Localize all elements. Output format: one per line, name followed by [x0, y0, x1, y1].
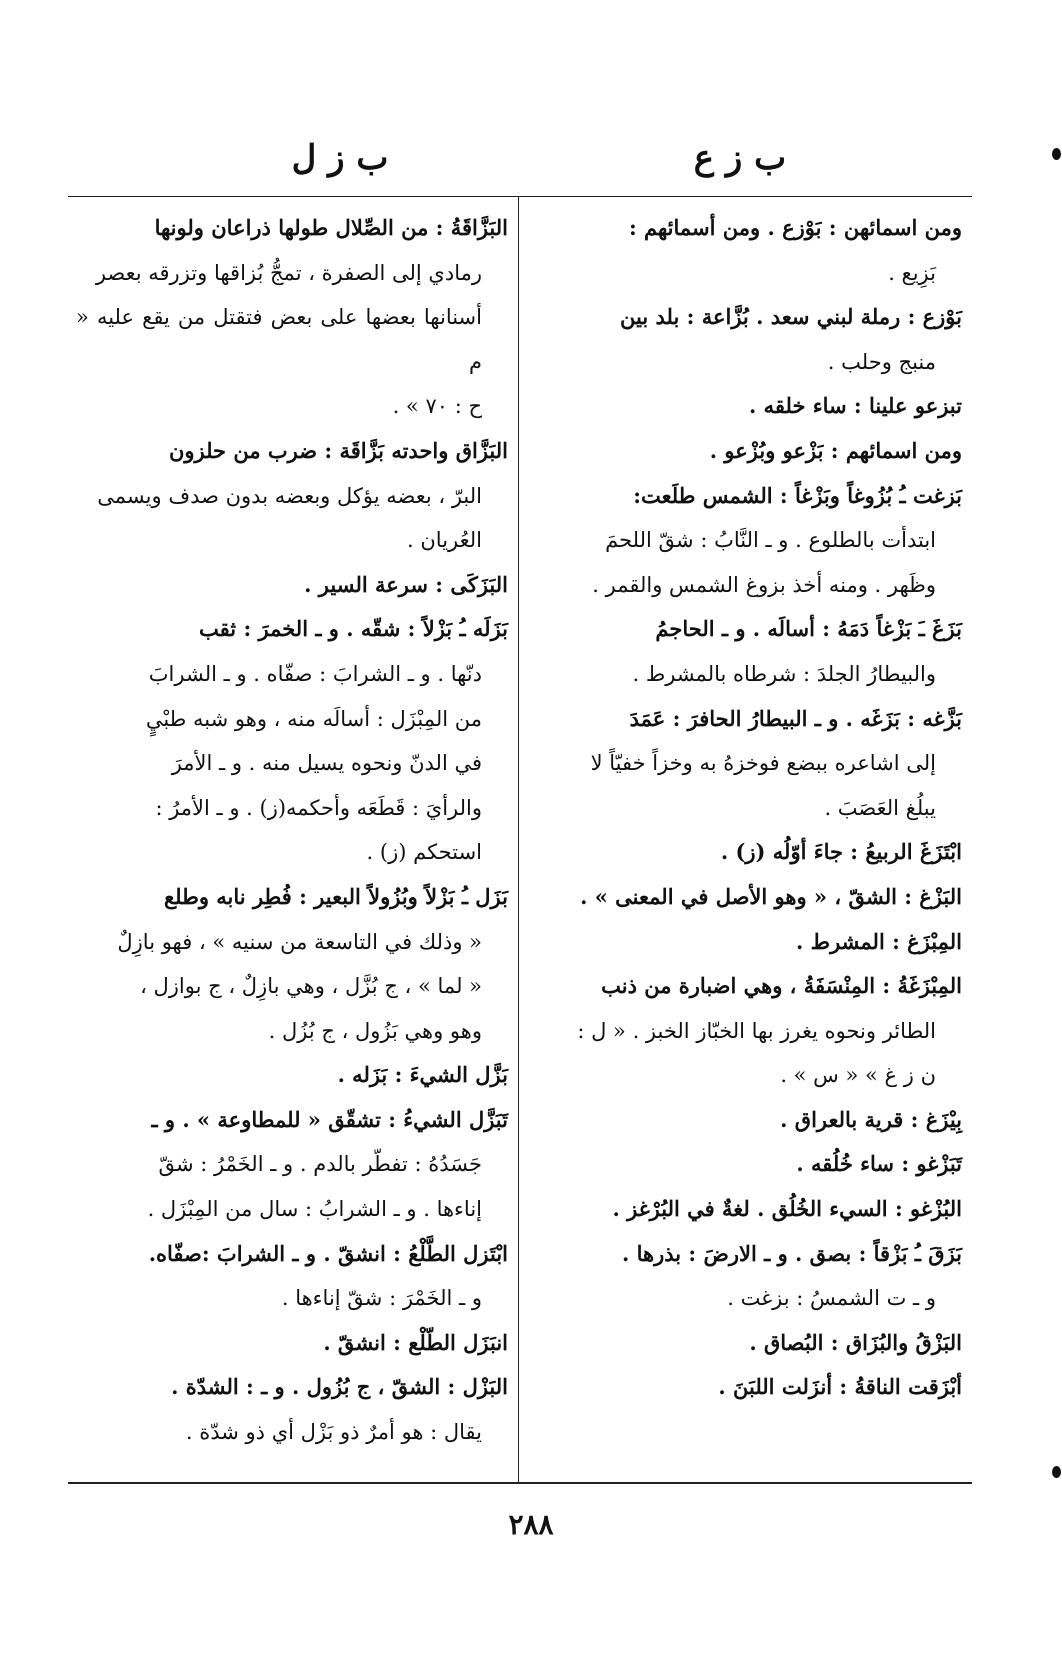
entry-continuation: أسنانها بعضها على بعض فتقتل من يقع عليه « م [76, 305, 482, 374]
top-rule [68, 196, 972, 197]
entry-continuation: ح : ٧٠ » . [392, 394, 482, 419]
entry-headline: بَزَقَ ـُ بَزْقاً : بصق . و ـ الارضَ : بذرها . [622, 1240, 962, 1266]
entry-continuation: في الدنّ ونحوه يسيل منه . و ـ الأمرَ [171, 751, 482, 776]
entry-headline: ابْتَزَغَ الربيعُ : جاءَ أوّلُه (ز) . [720, 839, 962, 865]
entry-headline: بَزغت ـُ بُزُوغاً وبَزْغاً : الشمس طلَعت: [633, 482, 962, 508]
entry-headline: المِبْزَغ : المشرط . [796, 928, 962, 954]
entry-continuation: منبج وحلب . [827, 349, 936, 374]
dictionary-entry [530, 1321, 962, 1366]
dictionary-entry [530, 1232, 962, 1321]
dictionary-entry [76, 429, 508, 563]
entry-continuation: بَزِيع . [888, 260, 936, 285]
entry-continuation: « لما » ، ج بُزَّل ، وهي بازِلٌ ، ج بوازل ، [140, 974, 482, 999]
dictionary-entry [530, 1142, 962, 1187]
entry-headline: البَزَكَى : سرعة السير . [304, 571, 508, 597]
entry-headline: بَزَغَ ـَ بَزْغاً دَمَهُ : أسالَه . و ـ الحاجمُ [655, 616, 962, 642]
entry-continuation: ن ز غ » « س » . [780, 1063, 936, 1088]
dictionary-entry [530, 607, 962, 696]
dictionary-entry [530, 474, 962, 608]
dictionary-entry [530, 1187, 962, 1232]
entry-headline: تَبَزْغو : ساء خُلُقه . [796, 1151, 962, 1177]
entry-continuation: استحكم (ز) . [366, 840, 482, 865]
entry-headline: بِيْزَغ : قرية بالعراق . [780, 1106, 962, 1132]
column-divider [518, 196, 519, 1482]
entry-continuation: رمادي إلى الصفرة ، تمجُّ بُزاقها وتزرقه بعصر [95, 260, 482, 285]
dictionary-entry [530, 830, 962, 875]
entry-continuation: الطائر ونحوه يغرز بها الخبّاز الخبز . « ل : [577, 1018, 936, 1043]
dictionary-entry [530, 295, 962, 384]
entry-headline: ومن اسمائهن : بَوْزع . ومن أسمائهم : [628, 215, 962, 240]
entry-continuation: إناءها . و ـ الشرابُ : سال من المِبْزَل . [147, 1197, 482, 1222]
entry-continuation: جَسَدُهُ : تفطّر بالدم . و ـ الخَمْرُ : شقّ [158, 1152, 482, 1177]
dictionary-entry [76, 1053, 508, 1098]
dictionary-entry [530, 697, 962, 831]
entry-headline: بَزَّل الشيءَ : بَزَله . [337, 1062, 508, 1088]
page-number: ٢٨٨ [508, 1508, 554, 1541]
right-column [530, 206, 962, 1476]
dictionary-entry [76, 563, 508, 608]
entry-continuation: إلى اشاعره ببضع فوخزهُ به وخزاً خفيّاً لا [590, 751, 936, 776]
entry-headline: البُزْغو : السيء الخُلُق . لغةٌ في البُرْغز . [612, 1196, 962, 1222]
dictionary-entry [76, 875, 508, 1053]
entry-continuation: وظَهر . ومنه أخذ بزوغ الشمس والقمر . [592, 572, 936, 597]
entry-continuation: والبيطارُ الجلدَ : شرطاه بالمشرط . [632, 661, 936, 686]
dictionary-entry [76, 1232, 508, 1321]
dictionary-entry [530, 1098, 962, 1143]
dictionary-entry [530, 429, 962, 474]
dictionary-entry [530, 384, 962, 429]
entry-headline: البَزَّاق واحدته بَزَّاقَة : ضرب من حلزون [168, 437, 508, 463]
entry-continuation: العُريان . [407, 528, 482, 553]
entry-continuation: والرأيَ : قَطَعَه وأحكمه(ز) . و ـ الأمرُ : [155, 795, 482, 820]
entry-headline: أبْزَقت الناقةُ : أنزَلت اللبَنَ . [718, 1374, 962, 1400]
dictionary-entry [76, 1365, 508, 1454]
entry-headline: بَزَلَه ـُ بَزْلاً : شقّه . و ـ الخمرَ : ثقب [199, 616, 508, 642]
entry-continuation: البرّ ، بعضه يؤكل وبعضه بدون صدف ويسمى [97, 483, 482, 508]
entry-headline: تَبَزَّل الشيءُ : تشقّق « للمطاوعة » . و ـ [151, 1106, 508, 1132]
bottom-rule [68, 1482, 972, 1484]
entry-continuation: يبلُغ العَصَبَ . [824, 795, 936, 820]
edge-mark-top [1052, 148, 1061, 160]
entry-continuation: يقال : هو أمرٌ ذو بَزْل أي ذو شدّة . [185, 1420, 482, 1445]
dictionary-entry [530, 964, 962, 1098]
entry-headline: بَزَّغه : بَزَغَه . و ـ البيطارُ الحافرَ : عَمَدَ [629, 705, 962, 731]
dictionary-entry [530, 1365, 962, 1410]
dictionary-entry [530, 206, 962, 295]
dictionary-entry [76, 1098, 508, 1232]
dictionary-entry [530, 920, 962, 965]
entry-headline: بَزَل ـُ بَزْلاً وبُزُولاً البعير : فُطِر نابه وطلع [164, 883, 508, 909]
header-root-left: ب ز ل [291, 138, 389, 178]
entry-headline: المِبْزَغَةُ : المِنْسَفَةُ ، وهي اضبارة من ذنب [601, 973, 962, 999]
dictionary-entry [76, 206, 508, 429]
entry-headline: تبزعو علينا : ساء خلقه . [748, 393, 962, 419]
entry-continuation: و ـ الخَمْرَ : شقّ إناءها . [281, 1286, 482, 1311]
dictionary-entry [76, 607, 508, 875]
entry-continuation: و ـ ت الشمسُ : بزغت . [727, 1286, 936, 1311]
entry-headline: بَوْزع : رملة لبني سعد . بُزَّاعة : بلد بين [620, 304, 962, 330]
entry-headline: انبَزَل الطّلْع : انشقّ . [323, 1329, 508, 1355]
entry-headline: ومن اسمائهم : بَزْعو وبُزْعو . [709, 437, 962, 463]
entry-continuation: من المِبْزَل : أسالَه منه ، وهو شبه طبْيٍ [145, 706, 482, 731]
entry-headline: البَزْقُ والبُزَاق : البُصاق . [749, 1329, 962, 1355]
entry-headline: ابْتَزل الطَّلْعُ : انشقّ . و ـ الشرابَ :صفّاه. [148, 1240, 508, 1266]
dictionary-entry [530, 875, 962, 920]
entry-continuation: وهو وهي بَزُول ، ج بُزُل . [268, 1018, 482, 1043]
entry-continuation: دنّها . و ـ الشرابَ : صفّاه . و ـ الشرابَ [148, 661, 482, 686]
entry-headline: البَزْل : الشقّ ، ج بُزُول . و ـ : الشدّة . [171, 1374, 508, 1400]
entry-headline: البَزْغ : الشقّ ، « وهو الأصل في المعنى » . [580, 883, 962, 909]
edge-mark-bottom [1052, 1466, 1061, 1478]
entry-headline: البَزَّاقَةُ : من الصِّلال طولها ذراعان ولونها [154, 215, 508, 240]
entry-continuation: « وذلك في التاسعة من سنيه » ، فهو بازِلٌ [117, 929, 482, 954]
header-root-right: ب ز ع [693, 138, 787, 178]
left-column [76, 206, 508, 1476]
dictionary-entry [76, 1321, 508, 1366]
entry-continuation: ابتدأت بالطلوع . و ـ النَّابُ : شقّ اللحمَ [605, 528, 936, 553]
